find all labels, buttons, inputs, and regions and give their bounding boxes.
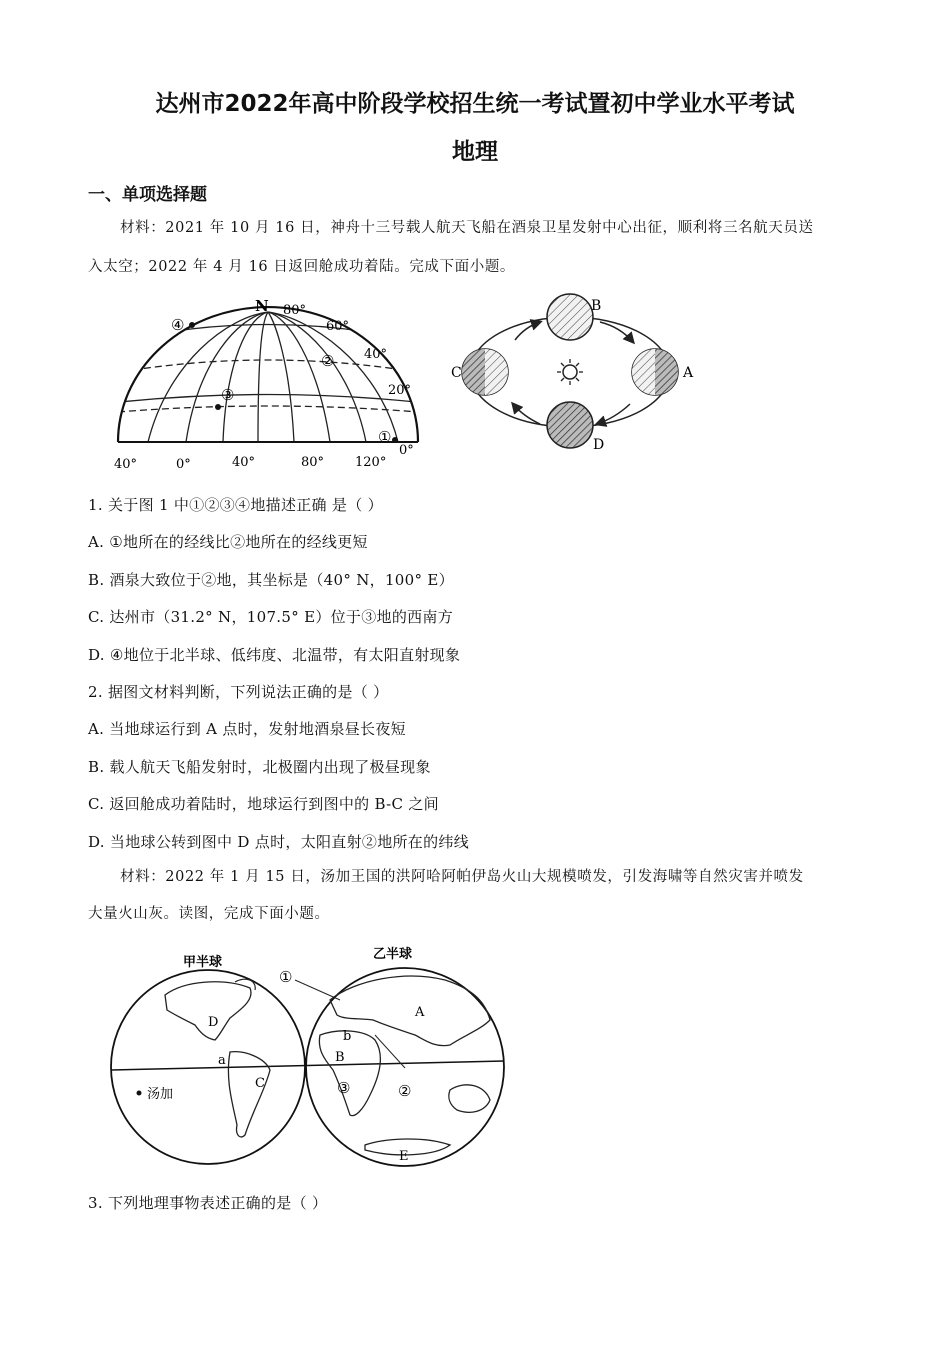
lon-label-80e: 80° (301, 455, 325, 470)
east-label-e: E (399, 1149, 409, 1164)
west-label-a: a (218, 1053, 226, 1068)
material-1-line-2: 入太空；2022 年 4 月 16 日返回舱成功着陆。完成下面小题。 (88, 259, 516, 275)
point-2-label: ② (321, 352, 335, 370)
point-3-label: ③ (221, 386, 235, 404)
section-heading: 一、单项选择题 (88, 185, 207, 205)
q1-option-b: B. 酒泉大致位于②地，其坐标是（40° N，100° E） (88, 571, 454, 589)
point-3-dot (215, 404, 221, 410)
page-title: 达州市2022年高中阶段学校招生统一考试置初中学业水平考试 (155, 91, 795, 117)
west-hemisphere-title: 甲半球 (183, 955, 223, 970)
q1-option-c: C. 达州市（31.2° N，107.5° E）位于③地的西南方 (88, 608, 454, 626)
point-1-label: ① (378, 428, 392, 446)
east-hemisphere-title: 乙半球 (373, 947, 413, 962)
q2-option-a: A. 当地球运行到 A 点时，发射地酒泉昼长夜短 (88, 720, 406, 738)
graticule-figure (108, 292, 428, 474)
orbit-figure (445, 292, 695, 457)
q2-option-c: C. 返回舱成功着陆时，地球运行到图中的 B-C 之间 (88, 795, 439, 813)
east-label-b-lower: b (343, 1029, 352, 1044)
hemispheres-figure (105, 940, 515, 1175)
lon-label-40w: 40° (114, 457, 138, 472)
lat-label-80: 80° (283, 303, 307, 318)
orbit-label-d: D (593, 437, 605, 453)
west-label-c: C (255, 1076, 265, 1091)
west-label-d: D (208, 1015, 219, 1030)
lon-label-0: 0° (176, 457, 191, 472)
point-1-dot (392, 437, 398, 443)
east-point-2: ② (398, 1082, 412, 1100)
sun-icon (563, 365, 577, 379)
lat-label-20: 20° (388, 383, 412, 398)
east-point-3: ③ (337, 1079, 351, 1097)
lat-label-0: 0° (399, 443, 414, 458)
material-1-line-1: 材料：2021 年 10 月 16 日，神舟十三号载人航天飞船在酒泉卫星发射中心出征，顺利将三名航天员送 (120, 220, 814, 236)
point-4-label: ④ (171, 316, 185, 334)
q2-option-d: D. 当地球公转到图中 D 点时，太阳直射②地所在的纬线 (88, 833, 469, 851)
west-hemisphere (111, 970, 305, 1164)
east-point-1: ① (279, 968, 293, 986)
tonga-dot (137, 1091, 142, 1096)
east-label-a: A (415, 1005, 425, 1020)
lon-label-40e: 40° (232, 455, 256, 470)
q1-option-d: D. ④地位于北半球、低纬度、北温带，有太阳直射现象 (88, 646, 461, 664)
earth-b-icon (547, 294, 593, 340)
subject-title: 地理 (452, 139, 498, 165)
lon-label-120e: 120° (355, 455, 387, 470)
earth-d-icon (547, 402, 593, 448)
point-4-dot (189, 322, 195, 328)
lat-label-40: 40° (364, 347, 388, 362)
material-2-line-2: 大量火山灰。读图，完成下面小题。 (88, 906, 330, 922)
q2-option-b: B. 载人航天飞船发射时，北极圈内出现了极昼现象 (88, 758, 431, 776)
q2-stem: 2. 据图文材料判断，下列说法正确的是（ ） (88, 683, 389, 701)
east-label-b-upper: B (335, 1050, 345, 1065)
north-pole-label: N (255, 297, 269, 315)
orbit-label-a: A (683, 365, 694, 381)
lat-label-60: 60° (326, 319, 350, 334)
orbit-label-c: C (451, 365, 462, 381)
material-2-line-1: 材料：2022 年 1 月 15 日，汤加王国的洪阿哈阿帕伊岛火山大规模喷发，引发海啸等自然灾害并喷发 (120, 869, 804, 885)
q3-stem: 3. 下列地理事物表述正确的是（ ） (88, 1194, 328, 1212)
tonga-label: 汤加 (147, 1087, 174, 1102)
q1-option-a: A. ①地所在的经线比②地所在的经线更短 (88, 533, 368, 551)
q1-stem: 1. 关于图 1 中①②③④地描述正确 是（ ） (88, 496, 383, 514)
orbit-label-b: B (591, 298, 602, 314)
